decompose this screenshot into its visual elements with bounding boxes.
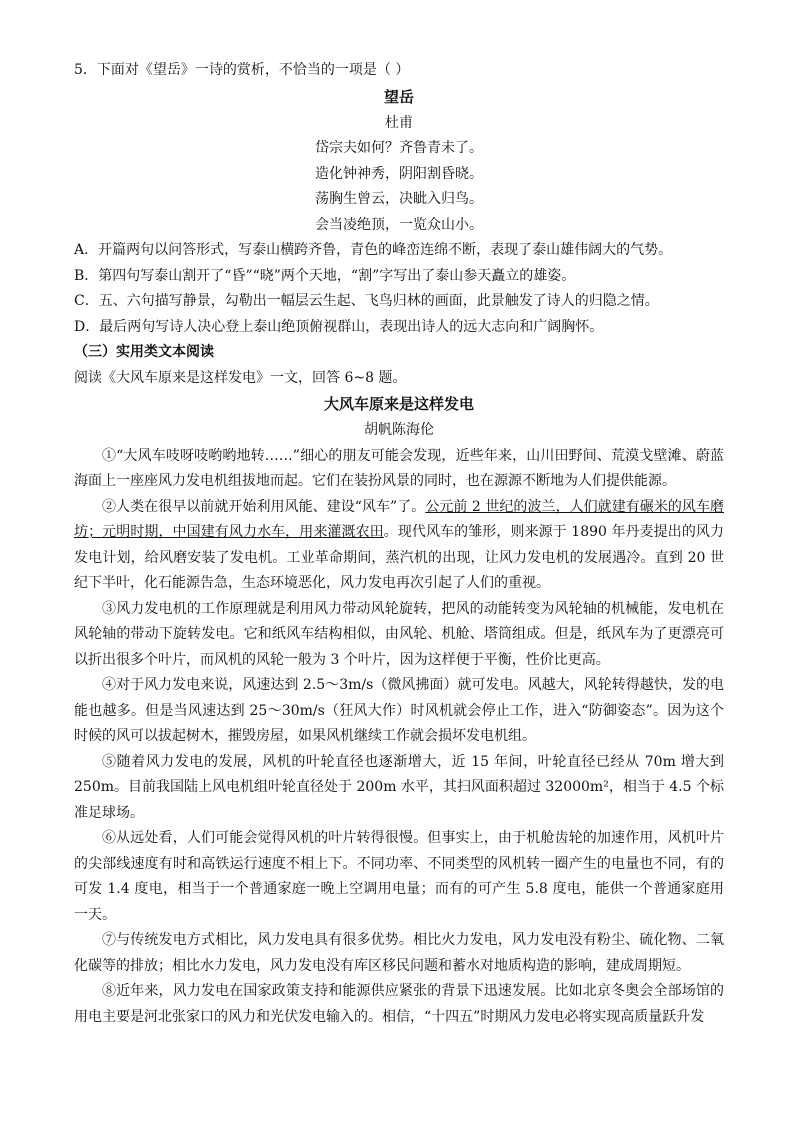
paragraph-8: ⑧近年来，风力发电在国家政策支持和能源供应紧张的背景下迅速发展。比如北京冬奥会全部场馆的用电主要是河北张家口的风力和光伏发电输入的。相信，“十四五”时期风力发电必将实现高质量跃升发 bbox=[74, 983, 724, 1025]
paragraph-5: ⑤随着风力发电的发展，风机的叶轮直径也逐渐增大，近 15 年间，叶轮直径已经从 70m 增大到 250m。目前我国陆上风电机组叶轮直径处于 200m 水平，其扫风面积超过 32000m²，相当于 4.5 个标准足球场。 bbox=[74, 753, 724, 821]
paragraph-3: ③风力发电机的工作原理就是利用风力带动风轮旋转，把风的动能转变为风轮轴的机械能，发电机在风轮轴的带动下旋转发电。它和纸风车结构相似，由风轮、机舱、塔筒组成。但是，纸风车为了更漂亮可以折出很多个叶片，而风机的风轮一般为 3 个叶片，因为这样便于平衡，性价比更高。 bbox=[74, 600, 724, 668]
paragraph-6: ⑥从远处看，人们可能会觉得风机的叶片转得很慢。但事实上，由于机舱齿轮的加速作用，风机叶片的尖部线速度有时和高铁运行速度不相上下。不同功率、不同类型的风机转一圈产生的电量也不同，有的可发 1.4 度电，相当于一个普通家庭一晚上空调用电量；而有的可产生 5.8 度电，能供一个普通家庭用一天。 bbox=[74, 830, 724, 923]
poem-line-1: 岱宗夫如何？齐鲁青未了。 bbox=[315, 140, 483, 156]
poem-title: 望岳 bbox=[383, 87, 414, 106]
paragraph-4: ④对于风力发电来说，风速达到 2.5～3m/s（微风拂面）就可发电。风越大，风轮转得越快，发的电能也越多。但是当风速达到 25～30m/s（狂风大作）时风机就会停止工作，进入“防御姿态”。因为这个时候的风可以拔起树木，摧毁房屋，如果风机继续工作就会损坏发电机组。 bbox=[74, 677, 724, 744]
paragraph-2-rest: 。现代风车的雏形，则来源于 1890 年丹麦提出的风力发电计划，给风磨安装了发电机。工业革命期间，蒸汽机的出现，让风力发电机的发展遇冷。直到 20 世纪下半叶，化石能源告急，生态环境恶化，风力发电再次引起了人们的重视。 bbox=[74, 524, 724, 591]
article-author: 胡帆陈海伦 bbox=[364, 422, 434, 438]
paragraph-1: ①“大风车吱呀吱哟哟地转……”细心的朋友可能会发现，近些年来，山川田野间、荒漠戈壁滩、蔚蓝海面上一座座风力发电机组拔地而起。它们在装扮风景的同时，也在源源不断地为人们提供能源。 bbox=[74, 447, 724, 489]
paragraph-7: ⑦与传统发电方式相比，风力发电具有很多优势。相比火力发电，风力发电没有粉尘、硫化物、二氧化碳等的排放；相比水力发电，风力发电没有库区移民问题和蓄水对地质构造的影响，建成周期短。 bbox=[74, 932, 724, 974]
article-title: 大风车原来是这样发电 bbox=[323, 395, 474, 413]
section-heading: （三）实用类文本阅读 bbox=[74, 344, 214, 360]
poem-line-3: 荡胸生曾云，决眦入归鸟。 bbox=[315, 191, 483, 207]
question-5-stem: 5．下面对《望岳》一诗的赏析，不恰当的一项是（ ） bbox=[74, 62, 410, 78]
option-b: B．第四句写泰山割开了“昏”“晓”两个天地，“割”字写出了泰山参天矗立的雄姿。 bbox=[74, 267, 576, 284]
option-d: D．最后两句写诗人决心登上泰山绝顶俯视群山，表现出诗人的远大志向和广阔胸怀。 bbox=[74, 318, 604, 335]
paragraph-2-underlined: 公元前 2 世纪的波兰，人们就建有碾米的风车磨坊；元明时期，中国建有风力水车，用来灌溉农田 bbox=[74, 498, 724, 540]
reading-instruction: 阅读《大风车原来是这样发电》一文，回答 6~8 题。 bbox=[74, 369, 407, 386]
paragraph-2-intro: ②人类在很早以前就开始利用风能、建设“风车”了。 bbox=[102, 498, 426, 515]
option-a: A．开篇两句以问答形式，写泰山横跨齐鲁，青色的峰峦连绵不断，表现了泰山雄伟阔大的气势。 bbox=[74, 242, 673, 258]
poem-author: 杜甫 bbox=[385, 114, 413, 131]
poem-line-2: 造化钟神秀，阴阳割昏晓。 bbox=[315, 165, 483, 182]
option-c: C．五、六句描写静景，勾勒出一幅层云生起、飞鸟归林的画面，此景触发了诗人的归隐之情。 bbox=[74, 293, 659, 309]
document-page bbox=[74, 58, 724, 1030]
paragraph-2 bbox=[74, 495, 724, 597]
poem-line-4: 会当凌绝顶，一览众山小。 bbox=[315, 216, 483, 233]
